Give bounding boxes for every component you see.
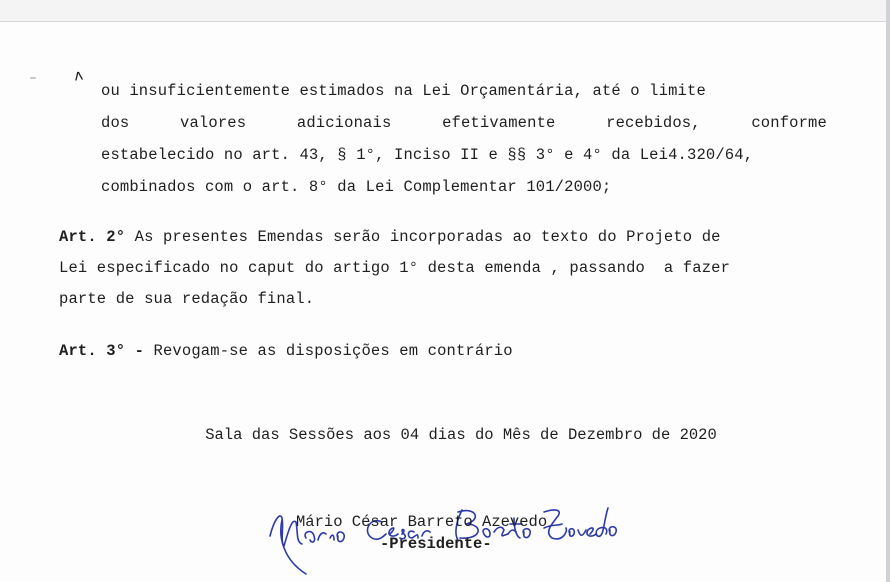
word: adicionais	[296, 114, 392, 132]
art3-line	[59, 342, 827, 360]
page-top-edge	[0, 0, 890, 22]
signatory-role: -Presidente-	[380, 535, 492, 553]
art3-label: Art. 3° -	[59, 342, 145, 360]
handwritten-mark-icon: ʌ	[72, 65, 85, 85]
word: efetivamente	[442, 114, 556, 132]
art2-line-1	[59, 228, 827, 246]
word: valores	[180, 114, 247, 132]
art2-label: Art. 2°	[59, 228, 126, 246]
word: dos	[101, 114, 130, 132]
word: conforme	[751, 114, 827, 132]
closing-line: Sala das Sessões aos 04 dias do Mês de Dezembro de 2020	[205, 426, 717, 444]
scan-speck	[30, 77, 36, 79]
word: recebidos,	[606, 114, 701, 132]
scrollbar-edge	[886, 0, 890, 582]
art2-line-2: Lei especificado no caput do artigo 1° desta emenda , passando a fazer	[59, 259, 731, 277]
signatory-name: Mário César Barreto Azevedo	[296, 513, 548, 531]
paragraph-line-2	[101, 114, 827, 132]
paragraph-line-4: combinados com o art. 8° da Lei Complementar 101/2000;	[101, 178, 612, 196]
paragraph-line-3: estabelecido no art. 43, § 1°, Inciso II e §§ 3° e 4° da Lei4.320/64,	[101, 146, 754, 164]
paragraph-line-1: ou insuficientemente estimados na Lei Orçamentária, até o limite	[101, 82, 706, 100]
art3-text: Revogam-se as disposições em contrário	[144, 342, 513, 360]
art2-line-3: parte de sua redação final.	[59, 290, 315, 308]
document-page	[0, 22, 886, 582]
art2-text: As presentes Emendas serão incorporadas ao texto do Projeto de	[125, 228, 721, 246]
